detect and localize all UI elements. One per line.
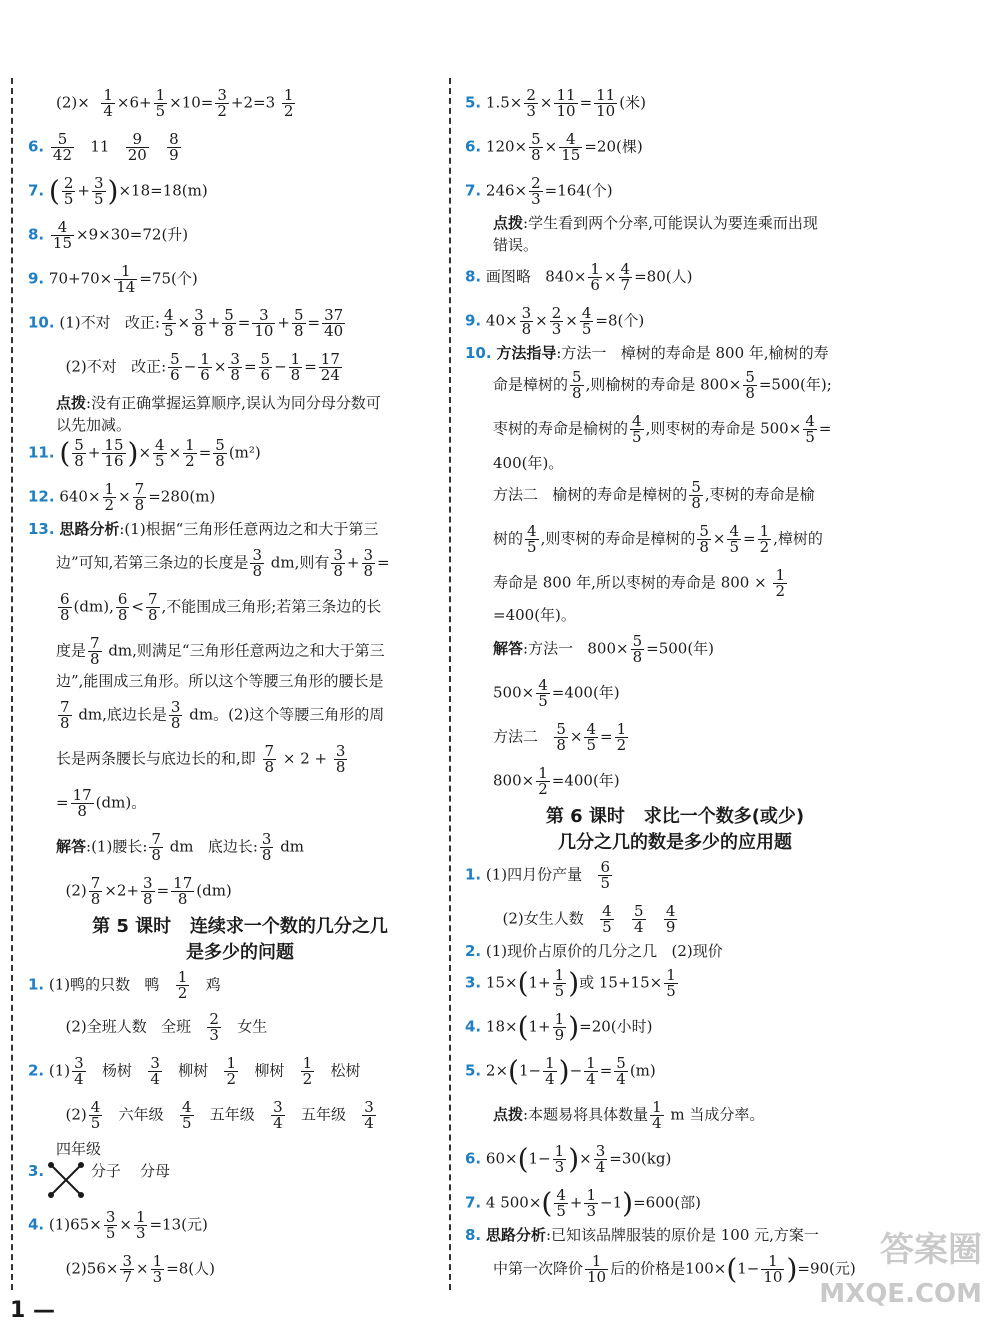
col-left-line: (2) $\frac{7}{8}$ ×2+ $\frac{3}{8}$ = $\frac{17}{8}$ (dm) xyxy=(56,874,232,908)
fraction: $\frac{3}{8}$ xyxy=(252,546,262,580)
fraction: $\frac{5}{4}$ xyxy=(616,1054,626,1088)
fraction: $\frac{5}{8}$ xyxy=(632,632,643,666)
fraction: $\frac{3}{8}$ xyxy=(333,546,343,580)
col-right-line: 5. 2×(1− $\frac{1}{4}$ )− $\frac{1}{4}$ = $\frac{5}{4}$ (m) xyxy=(465,1054,656,1088)
fraction: $\frac{5}{8}$ xyxy=(294,306,304,340)
fraction: $\frac{3}{8}$ xyxy=(170,698,181,732)
col-right-line: 树的 $\frac{4}{5}$ ,则枣树的寿命是樟树的 $\frac{5}{8}$ × $\frac{4}{5}$ = $\frac{1}{2}$ ,樟树的 xyxy=(493,522,823,556)
question-number: 7. xyxy=(28,181,45,200)
fraction: $\frac{1}{2}$ xyxy=(759,522,770,556)
fraction: $\frac{2}{3}$ xyxy=(551,304,562,338)
col-right-line: 800× $\frac{1}{2}$ =400(年) xyxy=(493,764,620,798)
fraction: $\frac{2}{5}$ xyxy=(63,174,74,208)
fraction: $\frac{3}{2}$ xyxy=(217,86,227,120)
fraction: $\frac{3}{8}$ xyxy=(363,546,374,580)
fraction: $\frac{1}{2}$ xyxy=(185,436,195,470)
col-left-line: 8. $\frac{4}{15}$ ×9×30=72(升) xyxy=(28,218,189,252)
fraction: $\frac{3}{8}$ xyxy=(521,304,532,338)
fraction: $\frac{4}{5}$ xyxy=(527,522,537,556)
col-right-line: 解答:方法一 800× $\frac{5}{8}$ =500(年) xyxy=(493,632,715,666)
fraction: $\frac{3}{4}$ xyxy=(595,1142,606,1176)
fraction: $\frac{1}{5}$ xyxy=(155,86,166,120)
col-left-line: 长是两条腰长与底边长的和,即 $\frac{7}{8}$ × 2 + $\frac{3}{8}$ xyxy=(56,742,346,776)
col-left-line: 四年级 xyxy=(56,1140,102,1158)
fraction: $\frac{9}{20}$ xyxy=(127,130,147,164)
col-right-line: 8. 思路分析:已知该品牌服装的原价是 100 元,方案一 xyxy=(465,1226,819,1244)
fraction: $\frac{5}{4}$ xyxy=(633,902,644,936)
question-number: 3. xyxy=(465,973,482,992)
fraction: $\frac{4}{5}$ xyxy=(181,1098,192,1132)
fraction: $\frac{1}{4}$ xyxy=(586,1054,596,1088)
left-column xyxy=(28,0,468,1290)
question-number: 1. xyxy=(28,975,45,994)
question-number: 8. xyxy=(28,225,45,244)
col-right-line: 9. 40× $\frac{3}{8}$ × $\frac{2}{3}$ × $\frac{4}{5}$ =8(个) xyxy=(465,304,645,338)
col-right-line: 5. 1.5× $\frac{2}{3}$ × $\frac{11}{10}$ = $\frac{11}{10}$ (米) xyxy=(465,86,646,120)
fraction: $\frac{7}{8}$ xyxy=(60,698,70,732)
question-number: 7. xyxy=(465,1193,482,1212)
fraction: $\frac{5}{8}$ xyxy=(699,522,709,556)
fraction: $\frac{1}{4}$ xyxy=(652,1098,662,1132)
fraction: $\frac{1}{3}$ xyxy=(586,1186,597,1220)
fraction: $\frac{3}{4}$ xyxy=(74,1054,84,1088)
fraction: $\frac{2}{3}$ xyxy=(209,1010,219,1044)
lesson6-heading xyxy=(465,802,885,854)
fraction: $\frac{3}{8}$ xyxy=(194,306,204,340)
fraction: $\frac{17}{8}$ xyxy=(72,786,92,820)
col-right-line: 4. 18×(1+ $\frac{1}{9}$ )=20(小时) xyxy=(465,1010,653,1044)
fraction: $\frac{3}{4}$ xyxy=(364,1098,374,1132)
fraction: $\frac{1}{4}$ xyxy=(545,1054,555,1088)
question-number: 4. xyxy=(28,1215,45,1234)
watermark-line1: 答案圈 xyxy=(880,1230,982,1270)
col-left-line: 4. (1)65× $\frac{3}{5}$ × $\frac{1}{3}$ =13(元) xyxy=(28,1208,208,1242)
fraction: $\frac{7}{8}$ xyxy=(264,742,275,776)
col-right-line: 中第一次降价 $\frac{1}{10}$ 后的价格是100×(1− $\frac{1}{10}$ )=90(元) xyxy=(493,1252,856,1286)
col-left-line: 3. 分子 分母 xyxy=(28,1162,170,1180)
col-left-line: (2)不对 改正: $\frac{5}{6}$ − $\frac{1}{6}$ × $\frac{3}{8}$ = $\frac{5}{6}$ − $\frac{1}{8}$ = $\frac{17}{24}$ xyxy=(56,350,340,384)
fraction: $\frac{5}{8}$ xyxy=(224,306,234,340)
fraction: $\frac{1}{2}$ xyxy=(226,1054,237,1088)
fraction: $\frac{3}{8}$ xyxy=(261,830,272,864)
fraction: $\frac{5}{8}$ xyxy=(215,436,225,470)
watermark-line2: MXQE.COM xyxy=(819,1279,982,1309)
fraction: $\frac{1}{8}$ xyxy=(290,350,301,384)
fraction: $\frac{1}{2}$ xyxy=(104,480,115,514)
col-right-line: 方法二 $\frac{5}{8}$ × $\frac{4}{5}$ = $\frac{1}{2}$ xyxy=(493,720,627,754)
col-right-line: 寿命是 800 年,所以枣树的寿命是 800 × $\frac{1}{2}$ xyxy=(493,566,785,600)
fraction: $\frac{1}{2}$ xyxy=(177,968,188,1002)
fraction: $\frac{1}{5}$ xyxy=(554,966,565,1000)
fraction: $\frac{6}{8}$ xyxy=(60,590,70,624)
col-left-line: 边”,能围成三角形。所以这个等腰三角形的腰长是 xyxy=(56,672,384,690)
fraction: $\frac{7}{8}$ xyxy=(151,830,161,864)
column-divider-left xyxy=(11,78,13,1290)
col-left-line: (2)× $\frac{1}{4}$ ×6+ $\frac{1}{5}$ ×10= $\frac{3}{2}$ +2=3 $\frac{1}{2}$ xyxy=(56,86,294,120)
question-number: 10. xyxy=(465,344,492,362)
fraction: $\frac{4}{5}$ xyxy=(155,436,165,470)
lesson5-heading-line1: 第 5 课时 连续求一个数的几分之几 xyxy=(92,916,388,937)
col-left-line: (2)全班人数 全班 $\frac{2}{3}$ 女生 xyxy=(56,1010,268,1044)
col-right-line: 6. 120× $\frac{5}{8}$ × $\frac{4}{15}$ =20(棵) xyxy=(465,130,643,164)
col-left-line: 2. (1) $\frac{3}{4}$ 杨树 $\frac{3}{4}$ 柳树 $\frac{1}{2}$ 柳树 $\frac{1}{2}$ 松树 xyxy=(28,1054,361,1088)
fraction: $\frac{1}{2}$ xyxy=(538,764,548,798)
fraction: $\frac{8}{9}$ xyxy=(169,130,179,164)
fraction: $\frac{4}{5}$ xyxy=(805,412,815,446)
fraction: $\frac{17}{24}$ xyxy=(320,350,340,384)
fraction: $\frac{5}{8}$ xyxy=(572,368,582,402)
fraction: $\frac{5}{6}$ xyxy=(170,350,180,384)
fraction: $\frac{4}{5}$ xyxy=(556,1186,566,1220)
question-number: 6. xyxy=(465,137,482,156)
col-right-line: 点拨:学生看到两个分率,可能误认为要连乘而出现 xyxy=(493,214,818,232)
fraction: $\frac{4}{5}$ xyxy=(632,412,642,446)
question-number: 9. xyxy=(28,269,45,288)
fraction: $\frac{3}{4}$ xyxy=(150,1054,160,1088)
col-right-line: 枣树的寿命是榆树的 $\frac{4}{5}$ ,则枣树的寿命是 500× $\frac{4}{5}$ = xyxy=(493,412,832,446)
col-left-line: 10. (1)不对 改正: $\frac{4}{5}$ × $\frac{3}{8}$ + $\frac{5}{8}$ = $\frac{3}{10}$ + $\frac{5}{8}$ = $\frac{37}{40}$ xyxy=(28,306,344,340)
fraction: $\frac{7}{8}$ xyxy=(147,590,158,624)
question-number: 11. xyxy=(28,443,55,462)
fraction: $\frac{1}{5}$ xyxy=(666,966,676,1000)
fraction: $\frac{4}{9}$ xyxy=(665,902,676,936)
col-right-line: 6. 60×(1− $\frac{1}{3}$ )× $\frac{3}{4}$ =30(kg) xyxy=(465,1142,672,1176)
fraction: $\frac{4}{5}$ xyxy=(729,522,740,556)
fraction: $\frac{5}{42}$ xyxy=(52,130,73,164)
question-number: 6. xyxy=(465,1149,482,1168)
fraction: $\frac{1}{3}$ xyxy=(554,1142,565,1176)
fraction: $\frac{11}{10}$ xyxy=(596,86,616,120)
col-left-line: 6. $\frac{5}{42}$ 11 $\frac{9}{20}$ $\frac{8}{9}$ xyxy=(28,130,179,164)
fraction: $\frac{1}{14}$ xyxy=(116,262,136,296)
fraction: $\frac{5}{8}$ xyxy=(691,478,701,512)
col-left-line: 度是 $\frac{7}{8}$ dm,则满足“三角形任意两边之和大于第三 xyxy=(56,634,385,668)
fraction: $\frac{4}{5}$ xyxy=(538,676,548,710)
question-number: 6. xyxy=(28,137,45,156)
col-left-line: 9. 70+70× $\frac{1}{14}$ =75(个) xyxy=(28,262,198,296)
fraction: $\frac{7}{8}$ xyxy=(90,634,100,668)
fraction: $\frac{3}{5}$ xyxy=(93,174,104,208)
col-right-line: 2. (1)现价占原价的几分之几 (2)现价 xyxy=(465,942,723,960)
matching-cross-icon xyxy=(46,1160,86,1200)
col-left-line: 1. (1)鸭的只数 鸭 $\frac{1}{2}$ 鸡 xyxy=(28,968,221,1002)
fraction: $\frac{1}{6}$ xyxy=(590,260,600,294)
fraction: $\frac{4}{5}$ xyxy=(602,902,612,936)
question-number: 13. xyxy=(28,520,55,538)
fraction: $\frac{1}{3}$ xyxy=(135,1208,146,1242)
col-right-line: 1. (1)四月份产量 $\frac{6}{5}$ xyxy=(465,858,611,892)
question-number: 12. xyxy=(28,487,55,506)
fraction: $\frac{1}{2}$ xyxy=(775,566,785,600)
col-left-line: $\frac{6}{8}$ (dm), $\frac{6}{8}$ < $\frac{7}{8}$ ,不能围成三角形;若第三条边的长 xyxy=(60,590,382,624)
question-number: 5. xyxy=(465,93,482,112)
right-column xyxy=(465,0,885,1290)
col-left-line: 边”可知,若第三条边的长度是 $\frac{3}{8}$ dm,则有 $\frac{3}{8}$ + $\frac{3}{8}$ = xyxy=(56,546,390,580)
fraction: $\frac{1}{4}$ xyxy=(103,86,113,120)
col-right-line: 400(年)。 xyxy=(493,454,564,472)
fraction: $\frac{3}{7}$ xyxy=(122,1252,132,1286)
question-number: 3. xyxy=(28,1162,45,1180)
col-left-line: 点拨:没有正确掌握运算顺序,误认为同分母分数可 xyxy=(56,394,381,412)
col-left-line: 11. ( $\frac{5}{8}$ + $\frac{15}{16}$ )× $\frac{4}{5}$ × $\frac{1}{2}$ = $\frac{5}{8}$ (m²) xyxy=(28,436,261,470)
question-number: 2. xyxy=(28,1061,45,1080)
fraction: $\frac{1}{3}$ xyxy=(152,1252,163,1286)
col-right-line: (2)女生人数 $\frac{4}{5}$ $\frac{5}{4}$ $\frac{4}{9}$ xyxy=(493,902,676,936)
col-right-line: 命是樟树的 $\frac{5}{8}$ ,则榆树的寿命是 800× $\frac{5}{8}$ =500(年); xyxy=(493,368,832,402)
fraction: $\frac{7}{8}$ xyxy=(90,874,101,908)
fraction: $\frac{4}{5}$ xyxy=(581,304,592,338)
col-left-line: (2)56× $\frac{3}{7}$ × $\frac{1}{3}$ =8(人) xyxy=(56,1252,215,1286)
fraction: $\frac{17}{8}$ xyxy=(173,874,193,908)
col-left-line: 7. ( $\frac{2}{5}$ + $\frac{3}{5}$ )×18=18(m) xyxy=(28,174,208,208)
lesson6-heading-line2: 几分之几的数是多少的应用题 xyxy=(558,832,792,853)
col-left-line: $\frac{7}{8}$ dm,底边长是 $\frac{3}{8}$ dm。(2)这个等腰三角形的周 xyxy=(60,698,385,732)
fraction: $\frac{3}{5}$ xyxy=(105,1208,116,1242)
fraction: $\frac{1}{6}$ xyxy=(200,350,210,384)
question-number: 2. xyxy=(465,942,482,960)
fraction: $\frac{4}{15}$ xyxy=(561,130,581,164)
question-number: 5. xyxy=(465,1061,482,1080)
fraction: $\frac{1}{2}$ xyxy=(616,720,627,754)
fraction: $\frac{37}{40}$ xyxy=(324,306,344,340)
fraction: $\frac{1}{2}$ xyxy=(302,1054,313,1088)
question-number: 10. xyxy=(28,313,55,332)
lesson6-heading-line1: 第 6 课时 求比一个数多(或少) xyxy=(545,806,805,827)
fraction: $\frac{5}{8}$ xyxy=(74,436,84,470)
col-left-line: = $\frac{17}{8}$ (dm)。 xyxy=(56,786,147,820)
fraction: $\frac{1}{10}$ xyxy=(763,1252,783,1286)
question-number: 9. xyxy=(465,311,482,330)
col-right-line: 10. 方法指导:方法一 樟树的寿命是 800 年,榆树的寿 xyxy=(465,344,829,362)
fraction: $\frac{5}{8}$ xyxy=(531,130,541,164)
fraction: $\frac{1}{10}$ xyxy=(587,1252,607,1286)
page-number: 1 — xyxy=(10,1298,55,1323)
fraction: $\frac{3}{8}$ xyxy=(143,874,153,908)
col-right-line: 3. 15×(1+ $\frac{1}{5}$ )或 15+15× $\frac{1}{5}$ xyxy=(465,966,676,1000)
fraction: $\frac{6}{8}$ xyxy=(117,590,128,624)
col-right-line: 8. 画图略 840× $\frac{1}{6}$ × $\frac{4}{7}$ =80(人) xyxy=(465,260,693,294)
fraction: $\frac{3}{10}$ xyxy=(254,306,274,340)
fraction: $\frac{11}{10}$ xyxy=(556,86,576,120)
fraction: $\frac{3}{4}$ xyxy=(273,1098,283,1132)
fraction: $\frac{3}{8}$ xyxy=(230,350,240,384)
col-right-line: =400(年)。 xyxy=(493,606,576,624)
fraction: $\frac{4}{5}$ xyxy=(90,1098,101,1132)
fraction: $\frac{3}{8}$ xyxy=(335,742,346,776)
fraction: $\frac{5}{8}$ xyxy=(556,720,566,754)
question-number: 8. xyxy=(465,267,482,286)
fraction: $\frac{5}{6}$ xyxy=(260,350,271,384)
question-number: 4. xyxy=(465,1017,482,1036)
fraction: $\frac{7}{8}$ xyxy=(134,480,145,514)
fraction: $\frac{2}{3}$ xyxy=(531,174,541,208)
col-left-line: 解答:(1)腰长: $\frac{7}{8}$ dm 底边长: $\frac{3}{8}$ dm xyxy=(56,830,305,864)
col-left-line: 以先加减。 xyxy=(56,416,132,434)
fraction: $\frac{15}{16}$ xyxy=(104,436,124,470)
col-right-line: 7. 246× $\frac{2}{3}$ =164(个) xyxy=(465,174,613,208)
fraction: $\frac{2}{3}$ xyxy=(526,86,536,120)
fraction: $\frac{6}{5}$ xyxy=(600,858,611,892)
col-left-line: 12. 640× $\frac{1}{2}$ × $\frac{7}{8}$ =280(m) xyxy=(28,480,216,514)
col-right-line: 500× $\frac{4}{5}$ =400(年) xyxy=(493,676,620,710)
question-number: 7. xyxy=(465,181,482,200)
fraction: $\frac{1}{2}$ xyxy=(283,86,294,120)
col-right-line: 点拨:本题易将具体数量 $\frac{1}{4}$ m 当成分率。 xyxy=(493,1098,765,1132)
watermark xyxy=(819,1228,982,1316)
col-left-line: (2) $\frac{4}{5}$ 六年级 $\frac{4}{5}$ 五年级 $\frac{3}{4}$ 五年级 $\frac{3}{4}$ xyxy=(56,1098,374,1132)
fraction: $\frac{1}{9}$ xyxy=(554,1010,565,1044)
lesson5-heading-line2: 是多少的问题 xyxy=(186,942,294,963)
question-number: 1. xyxy=(465,865,482,884)
question-number: 8. xyxy=(465,1226,482,1244)
col-right-line: 7. 4 500×( $\frac{4}{5}$ + $\frac{1}{3}$ −1)=600(部) xyxy=(465,1186,701,1220)
col-right-line: 错误。 xyxy=(493,236,539,254)
fraction: $\frac{4}{5}$ xyxy=(586,720,596,754)
fraction: $\frac{4}{7}$ xyxy=(620,260,631,294)
fraction: $\frac{4}{5}$ xyxy=(163,306,174,340)
col-right-line: 方法二 榆树的寿命是樟树的 $\frac{5}{8}$ ,枣树的寿命是榆 xyxy=(493,478,815,512)
fraction: $\frac{4}{15}$ xyxy=(52,218,73,252)
fraction: $\frac{5}{8}$ xyxy=(745,368,755,402)
lesson5-heading xyxy=(40,912,440,964)
col-left-line: 13. 思路分析:(1)根据“三角形任意两边之和大于第三 xyxy=(28,520,379,538)
